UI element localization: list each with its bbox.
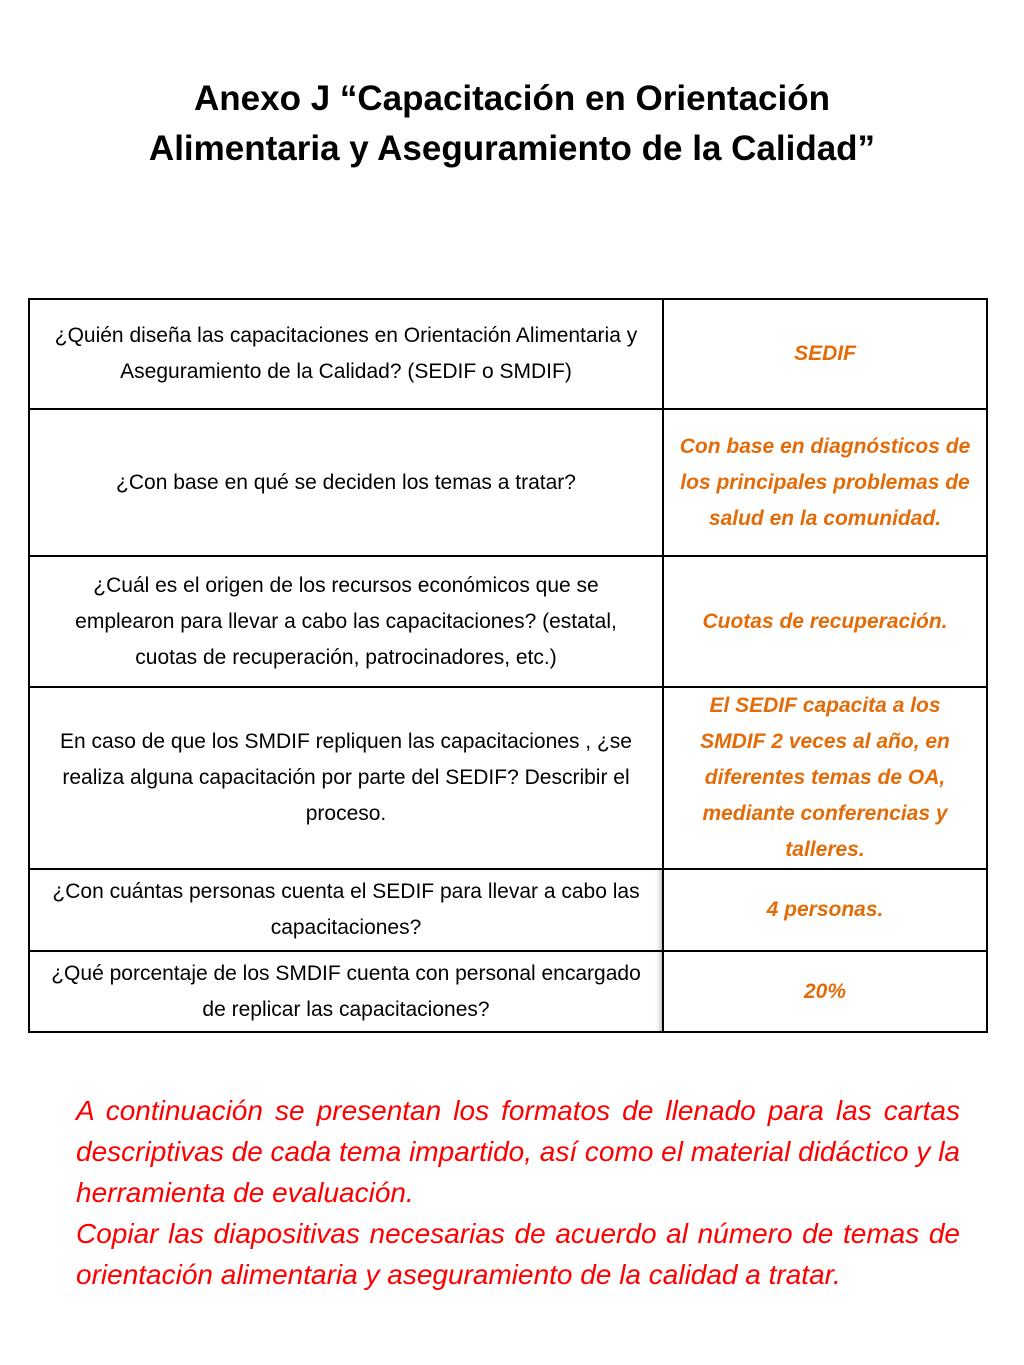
answer-cell: SEDIF: [663, 299, 987, 409]
question-cell: ¿Con cuántas personas cuenta el SEDIF para llevar a cabo las capacitaciones?: [29, 869, 663, 951]
questionnaire-table: [28, 298, 988, 1033]
instructions-paragraph: A continuación se presentan los formatos de llenado para las cartas descriptivas de cada tema impartido, así como el material didáctico y la herramienta de evaluación.: [76, 1095, 960, 1208]
answer-cell: Cuotas de recuperación.: [663, 556, 987, 687]
table-row: [29, 869, 987, 951]
instructions-note: [76, 1090, 960, 1295]
table-row: [29, 687, 987, 869]
answer-cell: El SEDIF capacita a los SMDIF 2 veces al año, en diferentes temas de OA, mediante conferencias y talleres.: [663, 687, 987, 869]
page-title-line-1: Anexo J “Capacitación en Orientación: [194, 79, 830, 118]
instructions-paragraph: Copiar las diapositivas necesarias de acuerdo al número de temas de orientación alimentaria y aseguramiento de la calidad a tratar.: [76, 1218, 960, 1290]
answer-cell: 4 personas.: [663, 869, 987, 951]
table-row: [29, 299, 987, 409]
table-row: [29, 409, 987, 556]
question-cell: ¿Quién diseña las capacitaciones en Orientación Alimentaria y Aseguramiento de la Calidad? (SEDIF o SMDIF): [29, 299, 663, 409]
page-title: [40, 74, 984, 174]
question-cell: ¿Qué porcentaje de los SMDIF cuenta con personal encargado de replicar las capacitaciones?: [29, 951, 663, 1032]
table-row: [29, 556, 987, 687]
question-cell: ¿Cuál es el origen de los recursos económicos que se emplearon para llevar a cabo las capacitaciones? (estatal, cuotas de recuperación, patrocinadores, etc.): [29, 556, 663, 687]
question-cell: En caso de que los SMDIF repliquen las capacitaciones , ¿se realiza alguna capacitación por parte del SEDIF? Describir el proceso.: [29, 687, 663, 869]
table-row: [29, 951, 987, 1032]
answer-cell: Con base en diagnósticos de los principales problemas de salud en la comunidad.: [663, 409, 987, 556]
question-cell: ¿Con base en qué se deciden los temas a tratar?: [29, 409, 663, 556]
answer-cell: 20%: [663, 951, 987, 1032]
page-title-line-2: Alimentaria y Aseguramiento de la Calidad”: [148, 129, 876, 168]
